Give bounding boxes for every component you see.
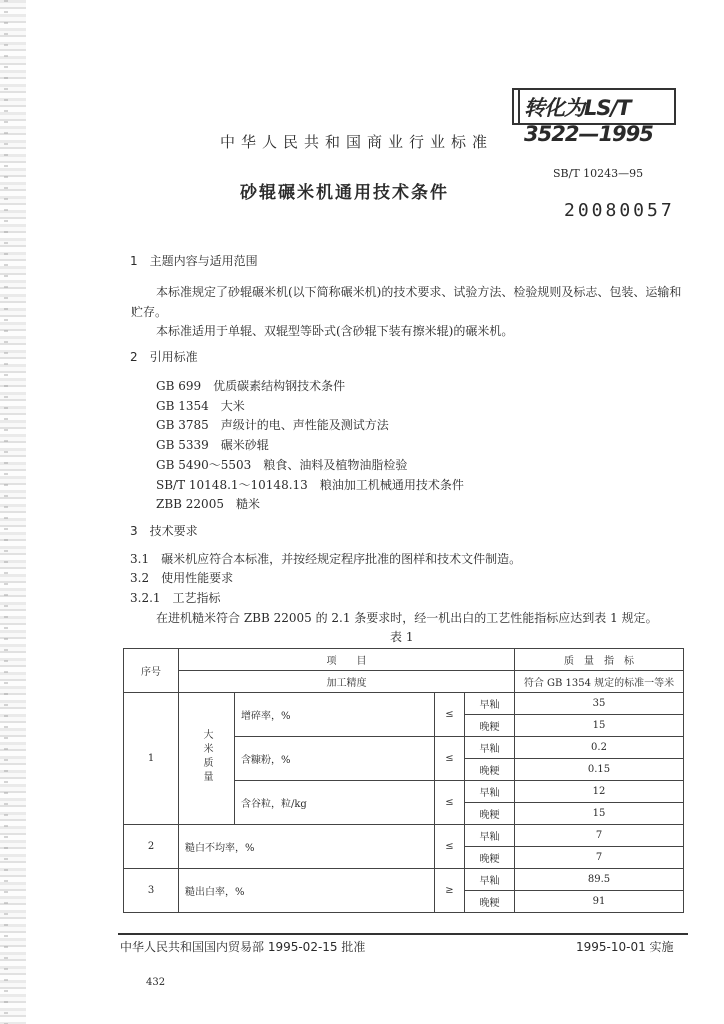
operator: ≤ bbox=[435, 781, 465, 825]
section-1-heading: 1 主题内容与适用范围 bbox=[130, 254, 258, 268]
section-1-para1-line2: 贮存。 bbox=[131, 305, 168, 319]
value-cell: 91 bbox=[515, 891, 684, 913]
grade-label: 晚粳 bbox=[465, 715, 515, 737]
item-label: 糙白不均率，% bbox=[179, 825, 435, 869]
reference-code: GB 699 bbox=[156, 379, 202, 393]
value-cell: 35 bbox=[515, 693, 684, 715]
reference-title: 声级计的电、声性能及测试方法 bbox=[220, 418, 389, 432]
row-number: 1 bbox=[124, 693, 179, 825]
reference-code: ZBB 22005 bbox=[156, 497, 224, 511]
reference-item bbox=[156, 377, 345, 394]
document-title: 砂辊碾米机通用技术条件 bbox=[240, 183, 449, 203]
reference-item bbox=[156, 456, 407, 473]
value-cell: 12 bbox=[515, 781, 684, 803]
grade-label: 晚粳 bbox=[465, 847, 515, 869]
reference-title: 粮油加工机械通用技术条件 bbox=[319, 478, 464, 492]
group-rice-quality: 大米质量 bbox=[201, 729, 212, 785]
grade-label: 早籼 bbox=[465, 737, 515, 759]
standard-org: 中华人民共和国商业行业标准 bbox=[220, 133, 494, 151]
operator: ≤ bbox=[435, 693, 465, 737]
grade-label: 晚粳 bbox=[465, 803, 515, 825]
value-cell: 89.5 bbox=[515, 869, 684, 891]
clause-3-2-1-text: 在进机糙米符合 ZBB 22005 的 2.1 条要求时，经一机出白的工艺性能指标应达到表 1 规定。 bbox=[156, 611, 658, 625]
table-1 bbox=[123, 648, 684, 913]
operator: ≤ bbox=[435, 825, 465, 869]
row-number: 3 bbox=[124, 869, 179, 913]
reference-code: GB 3785 bbox=[156, 418, 209, 432]
clause-3-1: 3.1 碾米机应符合本标准，并按经规定程序批准的图样和技术文件制造。 bbox=[130, 552, 522, 566]
footer-effective: 1995-10-01 实施 bbox=[576, 940, 674, 954]
clause-3-2-1: 3.2.1 工艺指标 bbox=[130, 591, 221, 605]
item-label: 含谷粒，粒/kg bbox=[235, 781, 435, 825]
reference-code: GB 1354 bbox=[156, 399, 209, 413]
table-row bbox=[124, 693, 684, 715]
section-1-para2: 本标准适用于单辊、双辊型等卧式(含砂辊下装有擦米辊)的碾米机。 bbox=[156, 324, 514, 338]
reference-title: 优质碳素结构钢技术条件 bbox=[213, 379, 346, 393]
reference-item bbox=[156, 495, 260, 512]
item-label: 含糠粉，% bbox=[235, 737, 435, 781]
grade-label: 早籼 bbox=[465, 825, 515, 847]
reference-code: GB 5339 bbox=[156, 438, 209, 452]
grade-label: 早籼 bbox=[465, 693, 515, 715]
reference-title: 粮食、油料及植物油脂检验 bbox=[263, 458, 408, 472]
table-header-row bbox=[124, 649, 684, 671]
group-label bbox=[179, 693, 235, 825]
operator: ≤ bbox=[435, 737, 465, 781]
value-cell: 15 bbox=[515, 803, 684, 825]
item-label: 糙出白率，% bbox=[179, 869, 435, 913]
section-1-para1-line1: 本标准规定了砂辊碾米机(以下简称碾米机)的技术要求、试验方法、检验规则及标志、包装、运输和 bbox=[156, 285, 682, 299]
grade-label: 早籼 bbox=[465, 869, 515, 891]
reference-item bbox=[156, 416, 389, 433]
footer-issuer: 中华人民共和国国内贸易部 1995-02-15 批准 bbox=[120, 940, 366, 954]
reference-item bbox=[156, 397, 245, 414]
stamp-bar bbox=[518, 90, 520, 123]
clause-3-2: 3.2 使用性能要求 bbox=[130, 571, 234, 585]
reference-title: 大米 bbox=[220, 399, 245, 413]
value-cell: 7 bbox=[515, 847, 684, 869]
grade-label: 早籼 bbox=[465, 781, 515, 803]
reference-item bbox=[156, 476, 464, 493]
item-label: 增碎率，% bbox=[235, 693, 435, 737]
value-cell: 15 bbox=[515, 715, 684, 737]
reference-title: 糙米 bbox=[235, 497, 260, 511]
reference-code: SB/T 10148.1～10148.13 bbox=[156, 478, 308, 492]
table-row bbox=[124, 869, 684, 891]
process-precision-value: 符合 GB 1354 规定的标准一等米 bbox=[515, 671, 684, 693]
value-cell: 0.2 bbox=[515, 737, 684, 759]
stamp-text: 转化为LS/T 3522—1995 bbox=[524, 96, 653, 146]
section-2-heading: 2 引用标准 bbox=[130, 350, 198, 364]
reference-item bbox=[156, 436, 269, 453]
header-item: 项 目 bbox=[179, 649, 515, 671]
row-number: 2 bbox=[124, 825, 179, 869]
grade-label: 晚粳 bbox=[465, 759, 515, 781]
table-row bbox=[124, 825, 684, 847]
section-3-heading: 3 技术要求 bbox=[130, 524, 198, 538]
reference-code: GB 5490～5503 bbox=[156, 458, 252, 472]
table-row bbox=[124, 671, 684, 693]
reference-title: 碾米砂辊 bbox=[220, 438, 269, 452]
header-no: 序号 bbox=[124, 649, 179, 693]
catalog-number: 20080057 bbox=[564, 200, 675, 221]
standard-code: SB/T 10243—95 bbox=[553, 167, 644, 180]
grade-label: 晚粳 bbox=[465, 891, 515, 913]
process-precision-label: 加工精度 bbox=[179, 671, 515, 693]
table-caption: 表 1 bbox=[390, 630, 414, 644]
value-cell: 0.15 bbox=[515, 759, 684, 781]
header-quality: 质 量 指 标 bbox=[515, 649, 684, 671]
footer-rule bbox=[118, 933, 688, 935]
scan-edge-marks bbox=[4, 0, 8, 1024]
page-number: 432 bbox=[146, 977, 166, 988]
operator: ≥ bbox=[435, 869, 465, 913]
conversion-stamp bbox=[512, 88, 676, 146]
value-cell: 7 bbox=[515, 825, 684, 847]
